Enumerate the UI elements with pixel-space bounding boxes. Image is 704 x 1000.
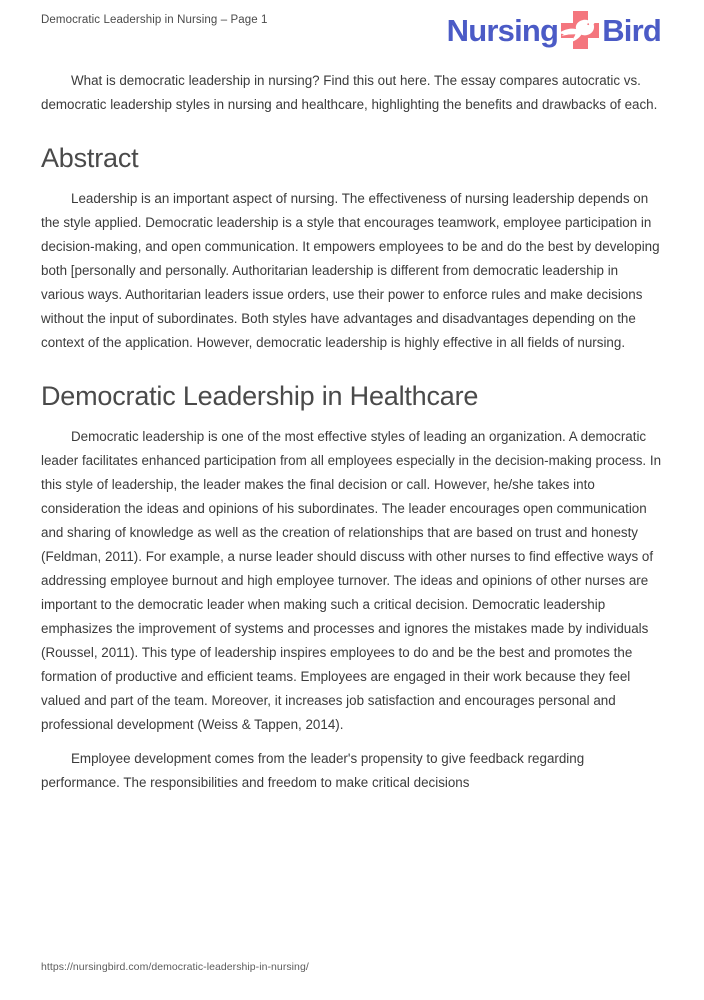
site-logo[interactable] (447, 0, 661, 51)
healthcare-paragraph-1: Democratic leadership is one of the most effective styles of leading an organization. A democratic leader facilitates enhanced participation from all employees especially in the decision-making process. In this style of leadership, the leader makes the final decision or call. However, he/she takes into consideration the ideas and opinions of his subordinates. The leader encourages open communication and sharing of knowledge as well as the creation of relationships that are based on trust and honesty (Feldman, 2011). For example, a nurse leader should discuss with other nurses to find effective ways of addressing employee burnout and high employee turnover. The ideas and opinions of other nurses are important to the democratic leader when making such a critical decision. Democratic leadership emphasizes the improvement of systems and processes and ignores the mistakes made by individuals (Roussel, 2011). This type of leadership inspires employees to do and be the best and promotes the formation of productive and efficient teams. Employees are engaged in their work because they feel valued and part of the team. Moreover, it increases job satisfaction and encourages personal and professional development (Weiss & Tappen, 2014). (41, 429, 662, 733)
abstract-paragraph: Leadership is an important aspect of nursing. The effectiveness of nursing leadership depends on the style applied. Democratic leadership is a style that encourages teamwork, employee participation in decision-making, and open communication. It empowers employees to be and do the best by developing both [personally and personally. Authoritarian leadership is different from democratic leadership in various ways. Authoritarian leaders issue orders, use their power to enforce rules and make decisions without the input of subordinates. Both styles have advantages and disadvantages depending on the context of the application. However, democratic leadership is highly effective in all fields of nursing. (41, 191, 660, 351)
page-header (41, 0, 663, 60)
lede-paragraph: What is democratic leadership in nursing? Find this out here. The essay compares autocratic vs. democratic leadership styles in nursing and healthcare, highlighting the benefits and drawbacks of each. (41, 73, 658, 112)
dove-icon (555, 16, 605, 46)
logo-word-left: Nursing (446, 12, 559, 48)
healthcare-paragraph-2: Employee development comes from the leader's propensity to give feedback regarding performance. The responsibilities and freedom to make critical decisions (41, 751, 585, 791)
logo-word-right: Bird (602, 12, 661, 48)
cross-with-dove-icon (559, 9, 601, 51)
running-head: Democratic Leadership in Nursing – Page 1 (41, 14, 268, 26)
footer-source-url[interactable]: https://nursingbird.com/democratic-leadership-in-nursing/ (41, 961, 309, 973)
section-heading-abstract: Abstract (41, 143, 139, 173)
section-heading-democratic-leadership-in-healthcare: Democratic Leadership in Healthcare (41, 381, 479, 412)
